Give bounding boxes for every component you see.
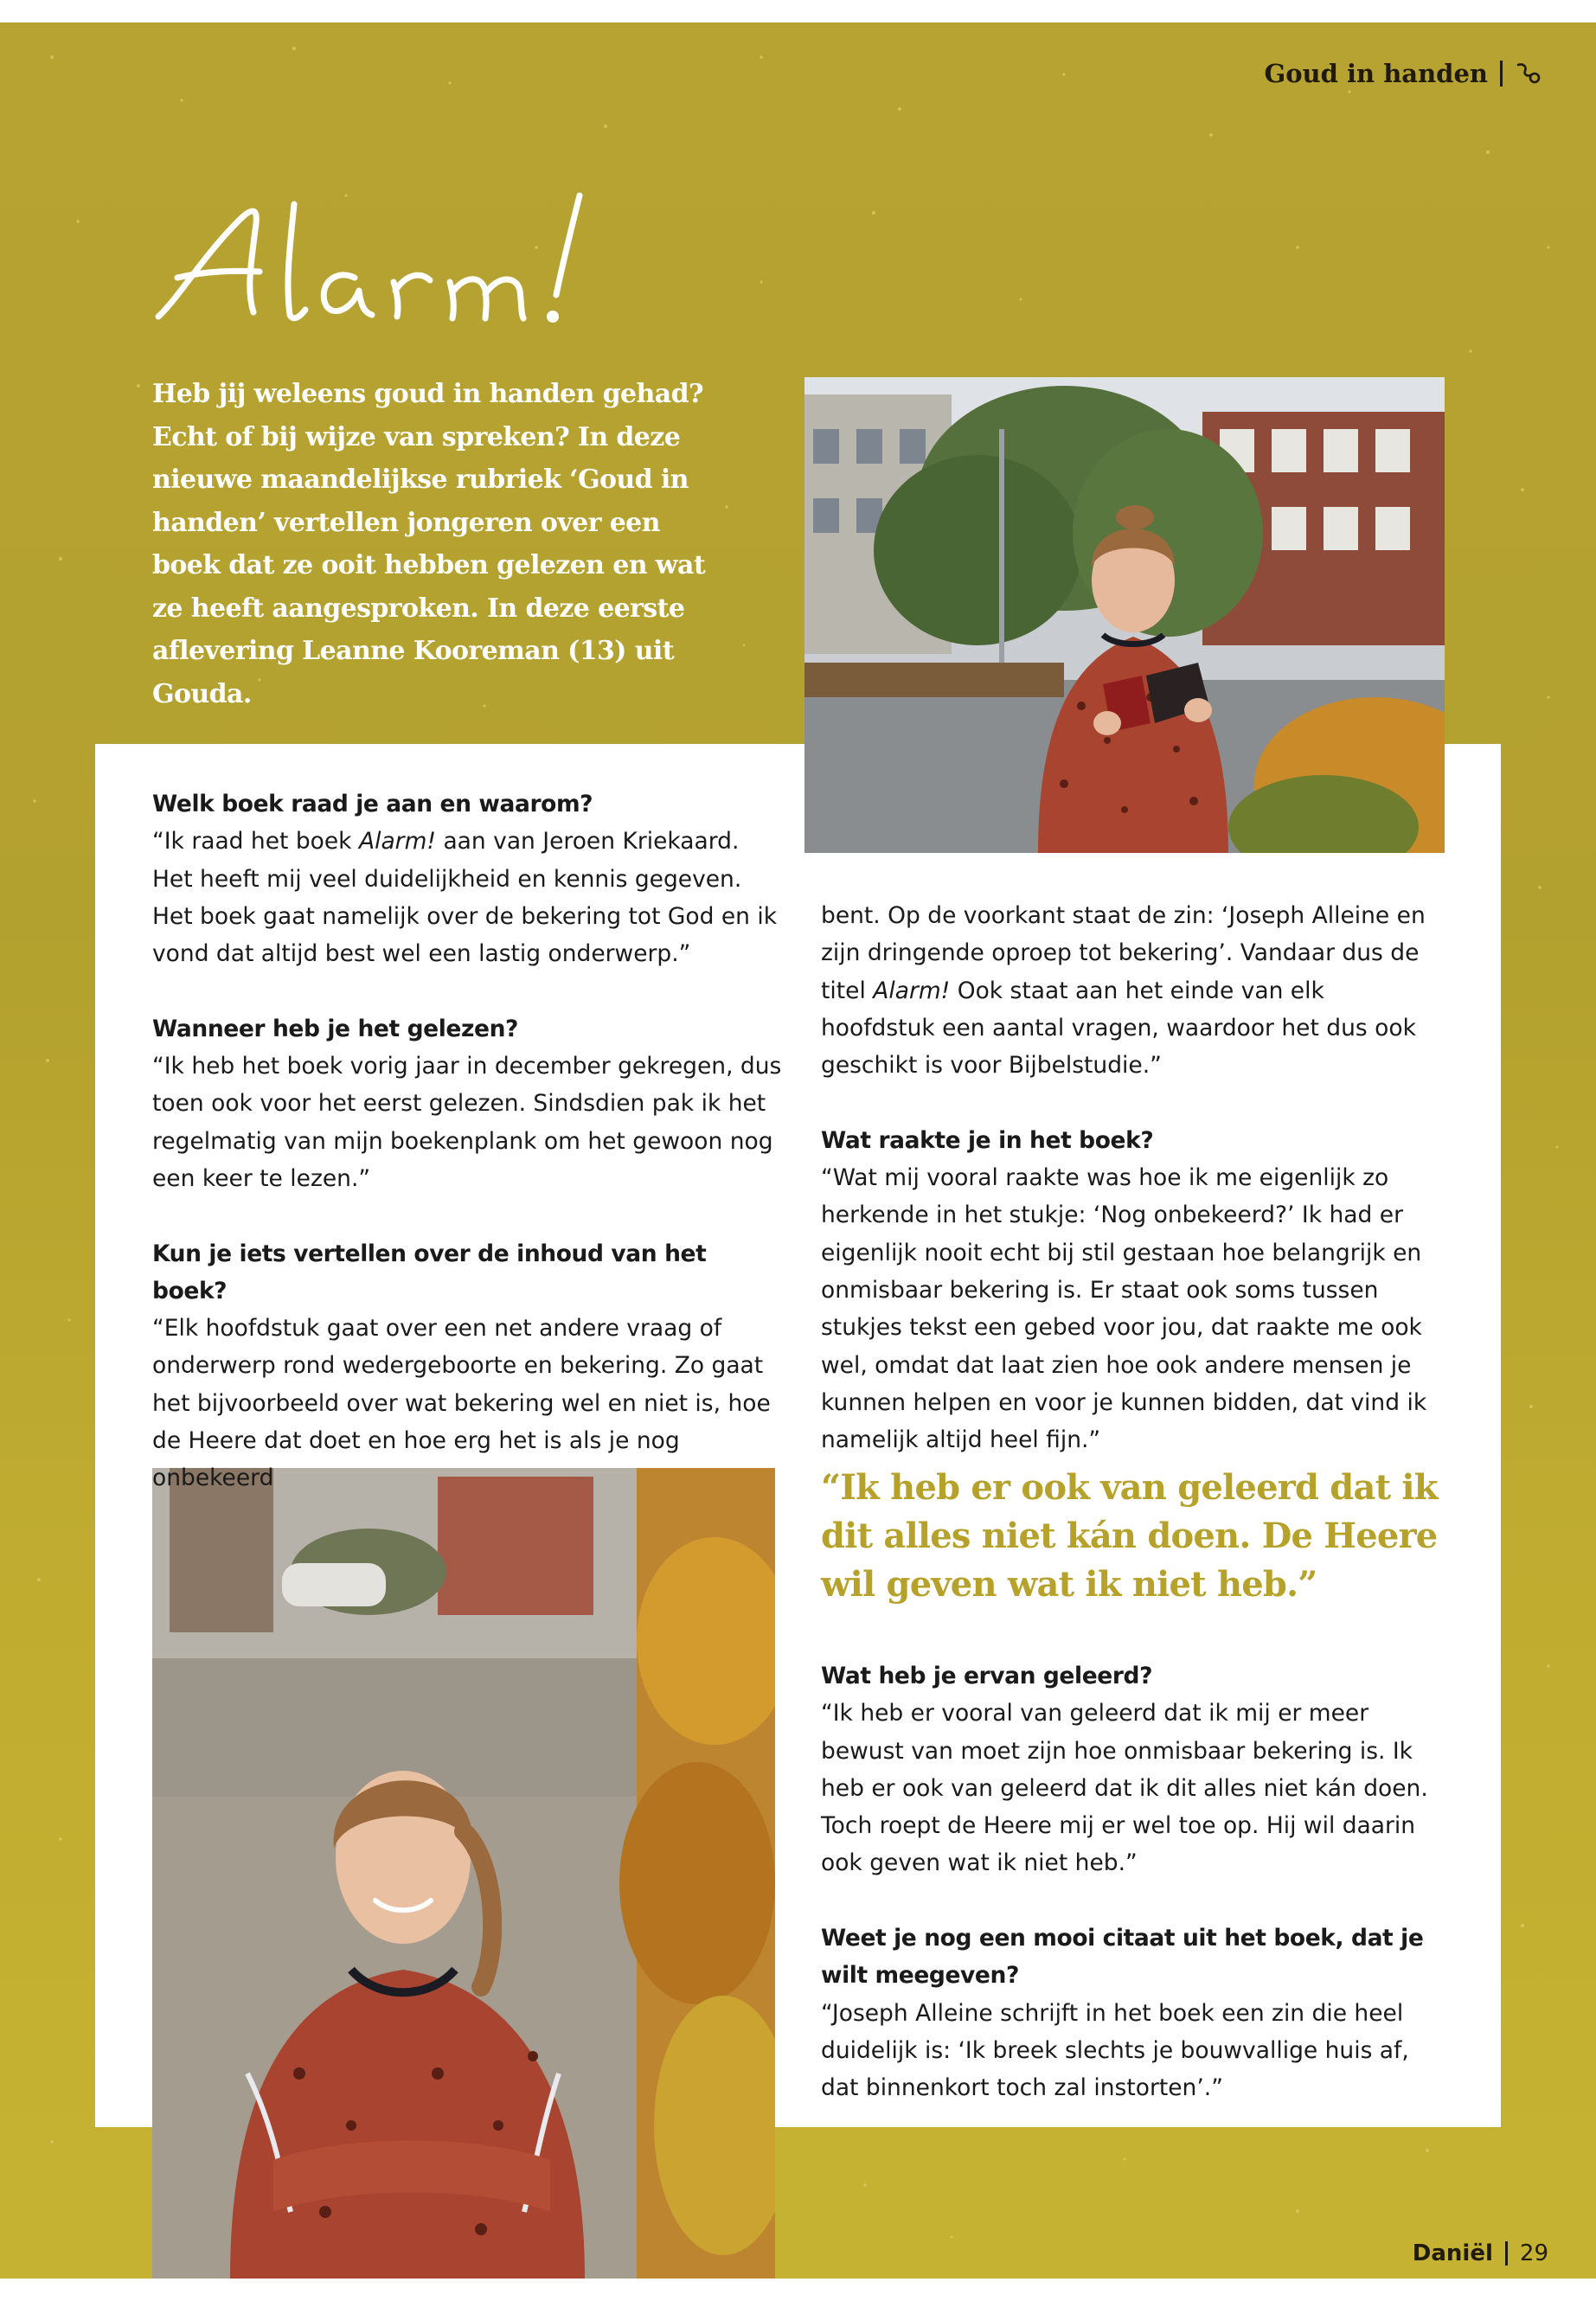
photo-girl-smiling <box>152 1468 775 2279</box>
magazine-page <box>0 22 1596 2279</box>
key-icon <box>1515 60 1542 87</box>
footer-divider <box>1505 2241 1508 2266</box>
title-script <box>143 170 705 343</box>
answer-2: “Ik heb het boek vorig jaar in december gekregen, dus toen ook voor het eerst gelezen. Sindsdien pak ik het regelmatig van mijn boekenplank om het gewoon nog een keer te lezen.” <box>152 1053 782 1192</box>
question-2: Wanneer heb je het gelezen? <box>152 1015 519 1042</box>
magazine-name: Daniël <box>1412 2240 1493 2266</box>
page-number: 29 <box>1519 2240 1548 2266</box>
section-title: Goud in handen <box>1264 59 1488 88</box>
right-column-upper <box>821 897 1444 1458</box>
intro-text: Heb jij weleens goud in handen gehad? Echt of bij wijze van spreken? In deze nieuwe maandelijkse rubriek ‘Goud in handen’ vertellen jongeren over een boek dat ze ooit hebben gelezen en wat ze heeft aangesproken. In deze eerste aflevering Leanne Kooreman (13) uit Gouda. <box>152 379 706 709</box>
answer-6: “Joseph Alleine schrijft in het boek een zin die heel duidelijk is: ‘Ik breek slechts je bouwvallige huis af, dat binnenkort toch zal instorten’.” <box>821 1999 1409 2102</box>
section-header <box>1264 59 1542 88</box>
photo-girl-reading <box>804 377 1445 853</box>
question-3: Kun je iets vertellen over de inhoud van het boek? <box>152 1240 707 1304</box>
answer-3-part-1: “Elk hoofdstuk gaat over een net andere vraag of onderwerp rond wedergeboorte en bekering. Zo gaat het bijvoorbeeld over wat bekering wel en niet is, hoe de Heere dat doet en hoe erg het is als je nog onbekeerd <box>152 1315 771 1492</box>
left-column <box>152 785 784 1497</box>
question-4: Wat raakte je in het boek? <box>821 1126 1154 1154</box>
question-6: Weet je nog een mooi citaat uit het boek, dat je wilt meegeven? <box>821 1925 1424 1990</box>
question-1: Welk boek raad je aan en waarom? <box>152 791 593 817</box>
answer-3-part-2: bent. Op de voorkant staat de zin: ‘Joseph Alleine en zijn dringende oproep tot bekering’. Vandaar dus de titel Alarm! Ook staat aan het einde van elk hoofdstuk een aantal vragen, waardoor het dus ook geschikt is voor Bijbelstudie.” <box>821 902 1426 1080</box>
answer-5: “Ik heb er vooral van geleerd dat ik mij er meer bewust van moet zijn hoe onmisbaar bekering is. Ik heb er ook van geleerd dat ik dit alles niet kán doen. Toch roept de Heere mij er wel toe op. Hij wil daarin ook geven wat ik niet heb.” <box>821 1700 1428 1877</box>
answer-1: “Ik raad het boek Alarm! aan van Jeroen Kriekaard. Het heeft mij veel duidelijkheid en kennis gegeven. Het boek gaat namelijk over de bekering tot God en ik vond dat altijd best wel een lastig onderwerp.” <box>152 828 778 968</box>
question-5: Wat heb je ervan geleerd? <box>821 1663 1153 1689</box>
pull-quote: “Ik heb er ook van geleerd dat ik dit alles niet kán doen. De Heere wil geven wat ik niet heb.” <box>821 1467 1438 1605</box>
answer-4: “Wat mij vooral raakte was hoe ik me eigenlijk zo herkende in het stukje: ‘Nog onbekeerd?’ Ik had er eigenlijk nooit echt bij stil gestaan hoe belangrijk en onmisbaar bekering is. Er staat ook soms tussen stukjes tekst een gebed voor jou, dat raakte me ook wel, omdat dat laat zien hoe ook andere mensen je kunnen helpen en voor je kunnen bidden, dat vind ik namelijk altijd heel fijn.” <box>821 1164 1427 1454</box>
header-divider <box>1500 61 1503 87</box>
right-column-lower <box>821 1657 1444 2107</box>
page-footer <box>1413 2240 1548 2266</box>
